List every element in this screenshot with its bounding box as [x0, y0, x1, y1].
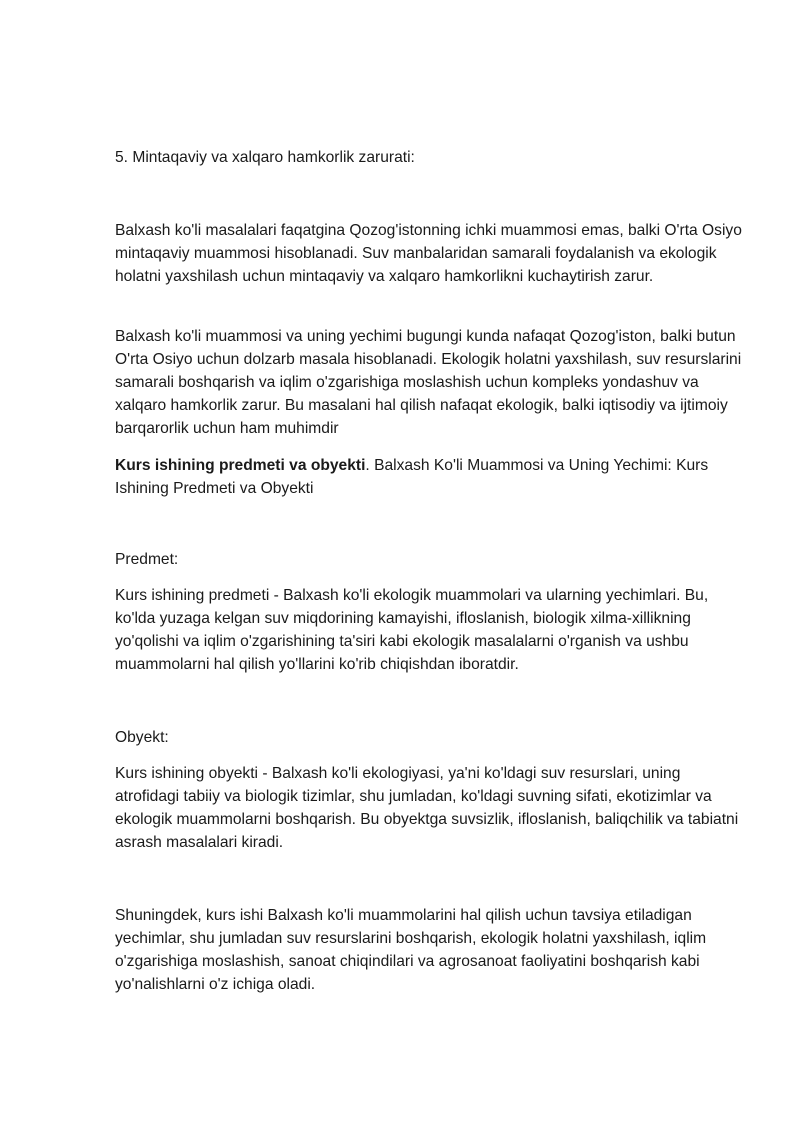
obyekt-text: Kurs ishining obyekti - Balxash ko'li ekologiyasi, ya'ni ko'ldagi suv resurslari, uning atrofidagi tabiiy va biologik tizimlar, shu jumladan, ko'ldagi suvning sifati, ekotizimlar va ekologik muammolarni boshqarish. Bu obyektga suvsizlik, ifloslanish, baliqchilik va tabiatni asrash masalalari kiradi. [115, 765, 739, 851]
predmet-text: Kurs ishining predmeti - Balxash ko'li ekologik muammolari va ularning yechimlari. Bu, ko'lda yuzaga kelgan suv miqdorining kamayishi, ifloslanish, biologik xilma-xillikning yo'qolishi va iqlim o'zgarishining ta'siri kabi ekologik masalalarni o'rganish va ushbu muammolarni hal qilish yo'llarini ko'rib chiqishdan iboratdir. [115, 587, 709, 673]
course-title-rest: . Balxash Ko'li Muammosi va Uning Yechimi: Kurs Ishining Predmeti va Obyekti [115, 457, 709, 497]
course-title-paragraph [115, 454, 745, 500]
paragraph-regional-issue: Balxash ko'li masalalari faqatgina Qozog'istonning ichki muammosi emas, balki O'rta Osiyo mintaqaviy muammosi hisoblanadi. Suv manbalaridan samarali foydalanish va ekologik holatni yaxshilash uchun mintaqaviy va xalqaro hamkorlikni kuchaytirish zarur. [115, 222, 742, 285]
obyekt-label: Obyekt: [115, 729, 169, 746]
predmet-label: Predmet: [115, 551, 179, 568]
paragraph-solution-importance: Balxash ko'li muammosi va uning yechimi bugungi kunda nafaqat Qozog'iston, balki butun O'rta Osiyo uchun dolzarb masala hisoblanadi. Ekologik holatni yaxshilash, suv resurslarini samarali boshqarish va iqlim o'zgarishiga moslashish uchun kompleks yondashuv va xalqaro hamkorlik zarur. Bu masalani hal qilish nafaqat ekologik, balki iqtisodiy va ijtimoiy barqarorlik uchun ham muhimdir [115, 328, 742, 437]
section-heading: 5. Mintaqaviy va xalqaro hamkorlik zarurati: [115, 149, 415, 166]
course-title-bold: Kurs ishining predmeti va obyekti [115, 457, 366, 474]
closing-paragraph: Shuningdek, kurs ishi Balxash ko'li muammolarini hal qilish uchun tavsiya etiladigan yechimlar, shu jumladan suv resurslarini boshqarish, ekologik holatni yaxshilash, iqlim o'zgarishiga moslashish, sanoat chiqindilari va agrosanoat faoliyatini boshqarish kabi yo'nalishlarni o'z ichiga oladi. [115, 907, 707, 993]
